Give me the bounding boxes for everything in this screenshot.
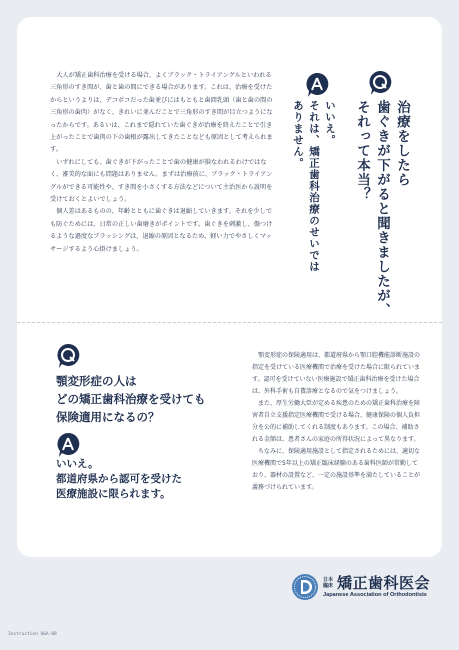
body-line: によって異なります。 bbox=[360, 436, 420, 443]
answer-2-body bbox=[252, 350, 422, 494]
answer-icon bbox=[56, 432, 80, 458]
body-line: たしていることが義務づけられています。 bbox=[252, 472, 421, 491]
question-icon bbox=[56, 343, 80, 369]
question-2-title bbox=[56, 372, 246, 426]
body-line: 個人差はあるものの、年齢とともに歯ぐきは退縮していきます。それを少し bbox=[56, 208, 266, 216]
body-line: 保険の個人負担分を公的に補助してくれる制度もあります。 bbox=[252, 412, 421, 431]
question-2-line: 顎変形症の人は bbox=[56, 374, 137, 388]
body-line: でも防ぐためには、日常の正しい歯磨きがポイントです。歯ぐきを刺激し、傷つ bbox=[50, 208, 273, 228]
body-line: 顎変形症の保険適用は、都道府県から顎口腔機能診 bbox=[258, 352, 397, 359]
answer-1-line: それは、矯正歯科治療のせいでは bbox=[308, 100, 320, 273]
paragraph bbox=[252, 398, 422, 446]
body-line: く、審美的な面にも問題はありません。まずは治療前に、ブラック・トライアン bbox=[50, 171, 273, 179]
body-line: ッサージするよう心掛けましょう。 bbox=[50, 233, 272, 253]
body-line: 合に限られています。認可を受けていない医療施設で矯 bbox=[252, 364, 421, 383]
body-line: ちなみに、保険適用施設として指定されるためには、適 bbox=[258, 448, 409, 455]
question-1-title bbox=[352, 100, 412, 330]
body-line: ようになったからです。あるいは、これまで隠れていた歯ぐきが治療を終えたこ bbox=[50, 109, 273, 129]
body-line: また、厚生労働大臣が定める疾患のための矯正歯科治 bbox=[258, 400, 403, 407]
body-line: 師が常勤しており、器材の設置など、一定の施設基準を満 bbox=[252, 460, 418, 479]
answer-icon bbox=[305, 72, 329, 98]
body-line: の間の三角形の歯肉）がなく、きれいに並んだことで三角形のすき間が目立つ bbox=[50, 96, 273, 117]
body-line: けるような過度なブラッシングは、退縮の原因となるため、軽い力でやさしくマ bbox=[50, 220, 273, 241]
question-1-line: 治療をしたら bbox=[394, 100, 410, 187]
body-line: いずれにしても、歯ぐきが下がったことで歯の健康が損なわれるわけではな bbox=[56, 158, 267, 166]
body-line: グルができる可能性や、すき間を小さくする方法などについて主治医から説明 bbox=[50, 183, 267, 191]
body-line: 因として考えられます。 bbox=[50, 134, 273, 154]
logo-small-text bbox=[323, 577, 333, 589]
logo-english-text: Japanese Association of Orthodontists bbox=[323, 592, 427, 598]
paragraph bbox=[50, 157, 275, 207]
logo-main-text: 矯正歯科医会 bbox=[337, 574, 431, 592]
body-line: る三角形のすき間が、歯と歯の間にできる場合があります。これは、治療を受 bbox=[50, 72, 272, 92]
association-logo-icon bbox=[291, 573, 319, 601]
answer-2-line: 医療施設に限られます。 bbox=[56, 488, 171, 500]
body-line: 正歯科治療を受けた場合は、外科手術も自費診療となる bbox=[252, 376, 420, 395]
body-line: この場合、補助される金額は、患者さんの家庭の所得状況 bbox=[252, 424, 420, 443]
answer-1-body bbox=[50, 70, 275, 256]
answer-2-title bbox=[56, 457, 246, 502]
question-1-line: 歯ぐきが下がると聞きましたが、 bbox=[374, 100, 390, 318]
paragraph bbox=[50, 206, 275, 256]
logo-small-line: 臨床 bbox=[323, 583, 334, 589]
question-1-line: それって本当？ bbox=[354, 100, 370, 202]
question-2-line: どの矯正歯科治療を受けても bbox=[56, 392, 206, 406]
body-line: 切な医療機関で5年以上の矯正臨床経験のある歯科医 bbox=[252, 448, 421, 467]
answer-2-line: いいえ。 bbox=[56, 458, 99, 470]
paragraph bbox=[252, 446, 422, 494]
body-line: 断施設の指定を受けている医療機関で治療を受けた場 bbox=[252, 352, 421, 371]
body-line: 大人が矯正歯科治療を受ける場合、よくブラック・トライアングルといわれ bbox=[56, 72, 266, 79]
question-2-line: 保険適用になるの？ bbox=[56, 410, 160, 424]
body-line: とで引き上がったことで歯肉の下の歯根が露出してきたことなども原 bbox=[50, 121, 273, 142]
body-line: 療を障害者自立支援指定医療機関で受ける場合、健康 bbox=[252, 400, 421, 419]
document-code: Instruction Q&A-08 bbox=[8, 632, 57, 637]
answer-1-title bbox=[290, 100, 338, 320]
body-line: ので気をつけましょう。 bbox=[336, 388, 403, 395]
body-line: を受けておくとよいでしょう。 bbox=[50, 183, 273, 204]
body-line: けたからというよりは、デコボコだった歯並びにはもともと歯間乳頭（歯と歯 bbox=[50, 84, 273, 104]
logo-small-line: 日本 bbox=[323, 577, 334, 583]
answer-2-line: 都道府県から認可を受けた bbox=[56, 473, 182, 485]
answer-1-line: いいえ。 bbox=[324, 100, 336, 146]
paragraph bbox=[252, 350, 422, 398]
answer-1-line: ありません。 bbox=[292, 100, 304, 169]
question-icon bbox=[368, 70, 392, 96]
paragraph bbox=[50, 70, 275, 157]
